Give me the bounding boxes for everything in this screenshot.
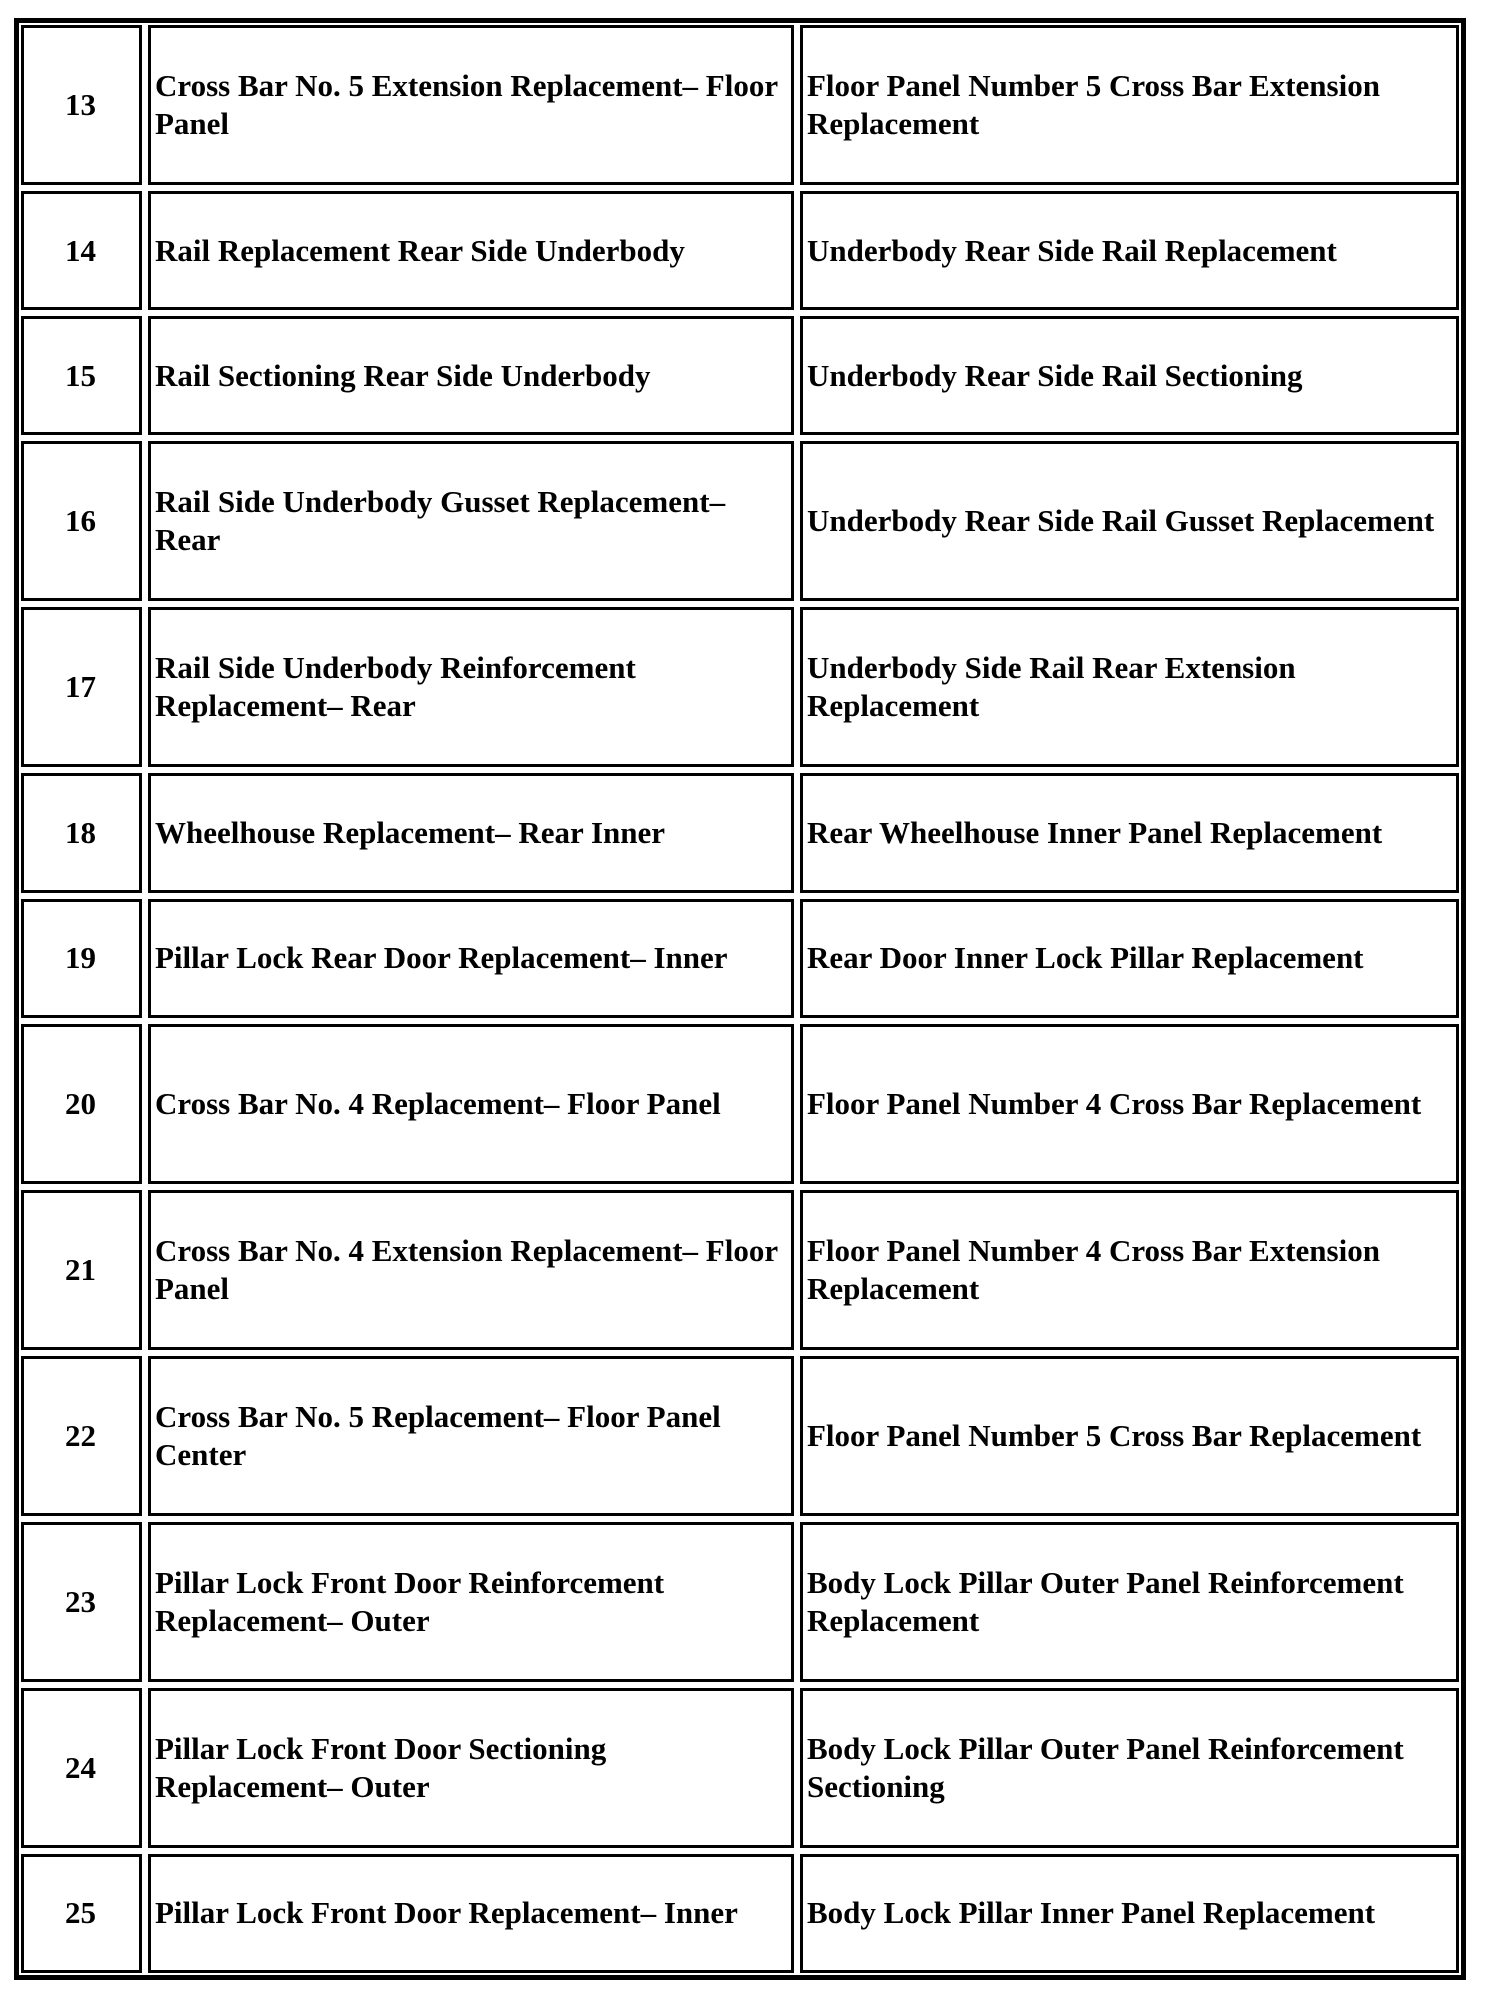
row-number: 25 [21,1854,142,1973]
row-number: 18 [21,773,142,892]
procedure-title: Underbody Rear Side Rail Gusset Replacement [800,441,1459,601]
procedure-table [15,19,1465,1979]
row-number: 13 [21,25,142,185]
procedure-description: Cross Bar No. 4 Replacement– Floor Panel [148,1024,794,1184]
procedure-title: Rear Door Inner Lock Pillar Replacement [800,899,1459,1018]
row-number: 24 [21,1688,142,1848]
row-number: 15 [21,316,142,435]
procedure-description: Pillar Lock Front Door Sectioning Replacement– Outer [148,1688,794,1848]
procedure-table-body [21,25,1459,1973]
procedure-title: Body Lock Pillar Outer Panel Reinforcement Sectioning [800,1688,1459,1848]
procedure-title: Floor Panel Number 4 Cross Bar Extension Replacement [800,1190,1459,1350]
table-row [21,1190,1459,1350]
row-number: 19 [21,899,142,1018]
procedure-title: Floor Panel Number 5 Cross Bar Extension Replacement [800,25,1459,185]
procedure-title: Body Lock Pillar Outer Panel Reinforcement Replacement [800,1522,1459,1682]
procedure-title: Rear Wheelhouse Inner Panel Replacement [800,773,1459,892]
table-row [21,1024,1459,1184]
table-row [21,1522,1459,1682]
procedure-description: Rail Side Underbody Reinforcement Replacement– Rear [148,607,794,767]
table-row [21,607,1459,767]
table-row [21,899,1459,1018]
table-row [21,441,1459,601]
row-number: 20 [21,1024,142,1184]
procedure-description: Rail Replacement Rear Side Underbody [148,191,794,310]
table-row [21,316,1459,435]
procedure-table-frame [14,18,1466,1980]
row-number: 21 [21,1190,142,1350]
procedure-description: Pillar Lock Front Door Replacement– Inner [148,1854,794,1973]
table-row [21,773,1459,892]
table-row [21,1854,1459,1973]
procedure-description: Pillar Lock Rear Door Replacement– Inner [148,899,794,1018]
procedure-description: Cross Bar No. 5 Extension Replacement– Floor Panel [148,25,794,185]
procedure-description: Pillar Lock Front Door Reinforcement Replacement– Outer [148,1522,794,1682]
procedure-title: Underbody Rear Side Rail Replacement [800,191,1459,310]
procedure-title: Floor Panel Number 4 Cross Bar Replacement [800,1024,1459,1184]
procedure-title: Underbody Side Rail Rear Extension Replacement [800,607,1459,767]
table-row [21,25,1459,185]
procedure-description: Rail Sectioning Rear Side Underbody [148,316,794,435]
row-number: 17 [21,607,142,767]
row-number: 23 [21,1522,142,1682]
table-row [21,1356,1459,1516]
procedure-title: Underbody Rear Side Rail Sectioning [800,316,1459,435]
procedure-description: Wheelhouse Replacement– Rear Inner [148,773,794,892]
table-row [21,1688,1459,1848]
procedure-description: Cross Bar No. 4 Extension Replacement– Floor Panel [148,1190,794,1350]
procedure-title: Floor Panel Number 5 Cross Bar Replacement [800,1356,1459,1516]
row-number: 14 [21,191,142,310]
procedure-title: Body Lock Pillar Inner Panel Replacement [800,1854,1459,1973]
procedure-description: Rail Side Underbody Gusset Replacement– Rear [148,441,794,601]
procedure-description: Cross Bar No. 5 Replacement– Floor Panel Center [148,1356,794,1516]
row-number: 16 [21,441,142,601]
row-number: 22 [21,1356,142,1516]
table-row [21,191,1459,310]
